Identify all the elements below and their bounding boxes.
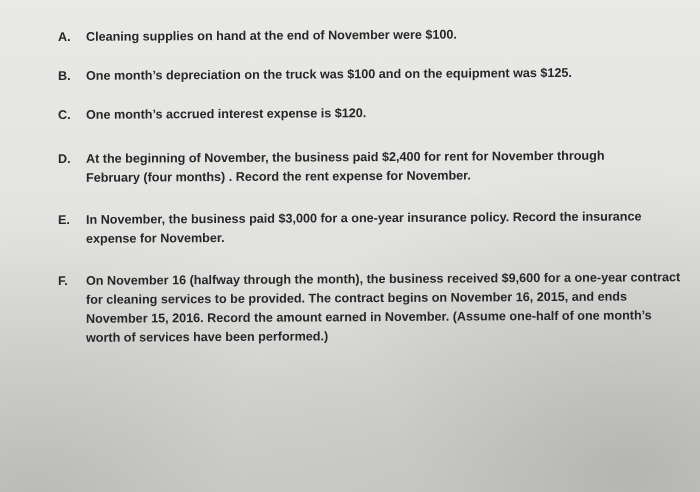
list-item-b [58, 63, 688, 86]
item-letter: B. [58, 68, 71, 83]
item-letter: E. [58, 212, 70, 227]
item-letter: F. [58, 273, 68, 288]
item-letter: A. [58, 29, 71, 44]
list-item-e [58, 207, 688, 249]
list-item-f [58, 268, 688, 348]
list-item-a [58, 24, 688, 47]
item-letter: C. [58, 107, 71, 122]
item-text: Cleaning supplies on hand at the end of November were $100. [86, 27, 457, 44]
item-text: One month’s accrued interest expense is $120. [86, 106, 367, 122]
item-text: In November, the business paid $3,000 for a one-year insurance policy. Record the insurance expense for November. [86, 209, 642, 246]
list-item-c [58, 102, 688, 125]
item-text: On November 16 (halfway through the month), the business received $9,600 for a one-year contract for cleaning services to be provided. The contract begins on November 16, 2015, and ends November 15, 2016. Record the amount earned in November. (Assume one-half of one month’s worth of services have been performed.) [86, 270, 681, 345]
item-text: At the beginning of November, the business paid $2,400 for rent for November through February (four months) . Record the rent expense for November. [86, 148, 605, 185]
item-letter: D. [58, 151, 71, 166]
item-text: One month’s depreciation on the truck was $100 and on the equipment was $125. [86, 65, 572, 83]
list-item-d [58, 146, 688, 188]
